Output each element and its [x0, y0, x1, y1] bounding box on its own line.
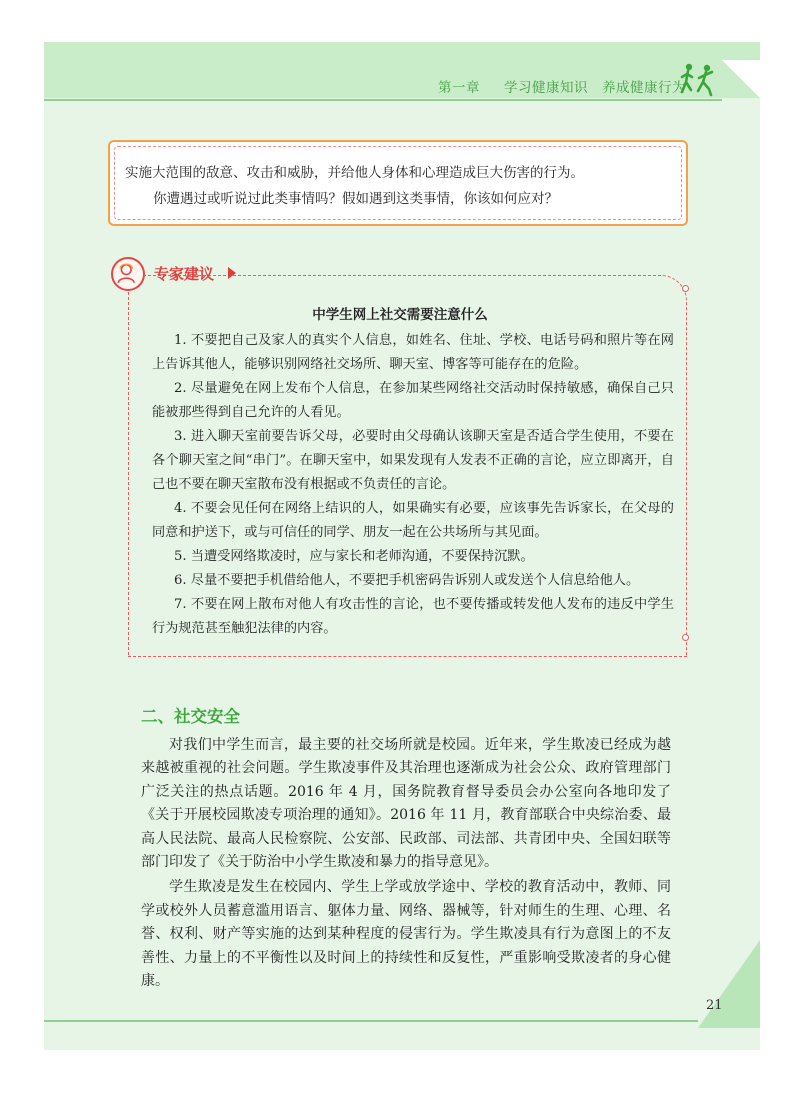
advice-frame-left-edge [128, 292, 129, 655]
question-box [108, 140, 688, 226]
running-header [438, 76, 686, 96]
header-rule [44, 99, 722, 101]
footer-corner-fold [698, 940, 760, 1028]
advice-item: 2. 尽量避免在网上发布个人信息，在参加某些网络社交活动时保持敏感，确保自己只能被那些得到自己允许的人看见。 [152, 381, 674, 420]
advice-item: 6. 尽量不要把手机借给他人，不要把手机密码告诉别人或发送个人信息给他人。 [174, 573, 640, 588]
body-paragraph: 对我们中学生而言，最主要的社交场所就是校园。近年来，学生欺凌已经成为越来越被重视的社会问题。学生欺凌事件及其治理也逐渐成为社会公众、政府管理部门广泛关注的热点话题。2016 年 4 月，国务院教育督导委员会办公室向各地印发了《关于开展校园欺凌专项治理的通知》。2016 年 11 月，教育部联合中央综治委、最高人民法院、最高人民检察院、公安部、民政部、司法部、共青团中央、全国妇联等部门印发了《关于防治中小学生欺凌和暴力的指导意见》。 [141, 737, 671, 871]
question-line-1: 实施大范围的敌意、攻击和威胁，并给他人身体和心理造成巨大伤害的行为。 [125, 165, 584, 181]
chapter-label: 第一章 [438, 80, 480, 96]
person-icon [111, 257, 145, 291]
section-body [141, 734, 671, 993]
footer-rule [44, 1020, 698, 1022]
advice-item: 7. 不要在网上散布对他人有攻击性的言论，也不要传播或转发他人发布的违反中学生行为规范甚至触犯法律的内容。 [152, 597, 674, 636]
arrow-right-icon [228, 267, 236, 279]
advice-item: 3. 进入聊天室前要告诉父母，必要时由父母确认该聊天室是否适合学生使用，不要在各个聊天室之间“串门”。在聊天室中，如果发现有人发表不正确的言论，应立即离开，自己也不要在聊天室散布没有根据或不负责任的言论。 [152, 429, 674, 492]
frame-dot-top [682, 285, 689, 292]
advice-item: 5. 当遭受网络欺凌时，应与家长和老师沟通，不要保持沉默。 [174, 549, 534, 564]
chapter-title: 学习健康知识 养成健康行为 [504, 80, 686, 96]
frame-dot-bottom [682, 634, 689, 641]
section-heading: 二、社交安全 [141, 707, 240, 726]
advice-item: 4. 不要会见任何在网络上结识的人，如果确实有必要，应该事先告诉家长，在父母的同意和护送下，或与可信任的同学、朋友一起在公共场所与其见面。 [152, 501, 674, 540]
question-line-2: 你遭遇过或听说过此类事情吗？假如遇到这类事情，你该如何应对？ [153, 191, 558, 207]
body-paragraph: 学生欺凌是发生在校园内、学生上学或放学途中、学校的教育活动中，教师、同学或校外人员蓄意滥用语言、躯体力量、网络、器械等，针对师生的生理、心理、名誉、权利、财产等实施的达到某种程度的侵害行为。学生欺凌具有行为意图上的不友善性、力量上的不平衡性以及时间上的持续性和反复性，严重影响受欺凌者的身心健康。 [141, 879, 671, 990]
advice-title: 中学生网上社交需要注意什么 [312, 307, 488, 323]
page-number: 21 [706, 998, 723, 1013]
advice-item: 1. 不要把自己及家人的真实个人信息，如姓名、住址、学校、电话号码和照片等在网上告诉其他人，能够识别网络社交场所、聊天室、博客等可能存在的危险。 [152, 333, 674, 372]
advice-list [152, 329, 674, 641]
expert-advice-label: 专家建议 [154, 265, 215, 283]
question-box-inner-border [114, 146, 682, 220]
header-corner-fold [722, 60, 760, 98]
running-figure-icon [678, 62, 718, 98]
